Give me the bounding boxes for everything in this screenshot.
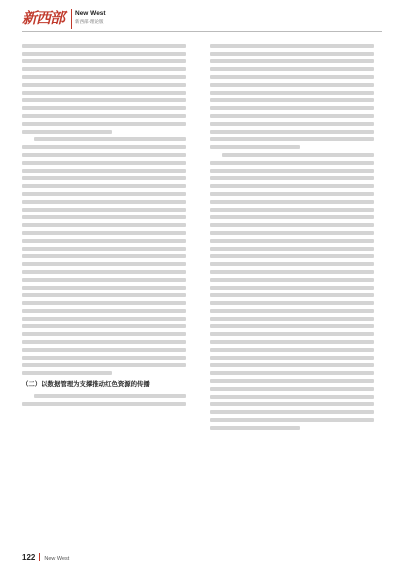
body-paragraph-placeholder (210, 153, 374, 430)
page-header (0, 0, 402, 30)
header-rule (22, 31, 382, 32)
footer-separator (39, 553, 40, 561)
left-column (22, 40, 186, 410)
brand-english: New West (75, 10, 106, 17)
footer-magazine-name: New West (44, 556, 70, 562)
right-column (210, 40, 374, 434)
page-footer (22, 545, 70, 562)
section-subheading: （二）以数据管理为支撑推动红色资源的传播 (22, 380, 150, 389)
body-paragraph-placeholder (22, 44, 186, 134)
body-paragraph-placeholder (210, 44, 374, 149)
magazine-logo: 新西部 (22, 9, 65, 27)
body-paragraph-placeholder (22, 137, 186, 375)
brand-subtitle: 新西部·理论版 (75, 19, 104, 24)
body-paragraph-placeholder (22, 394, 186, 406)
brand-block (71, 9, 113, 29)
page-number: 122 (22, 553, 36, 562)
